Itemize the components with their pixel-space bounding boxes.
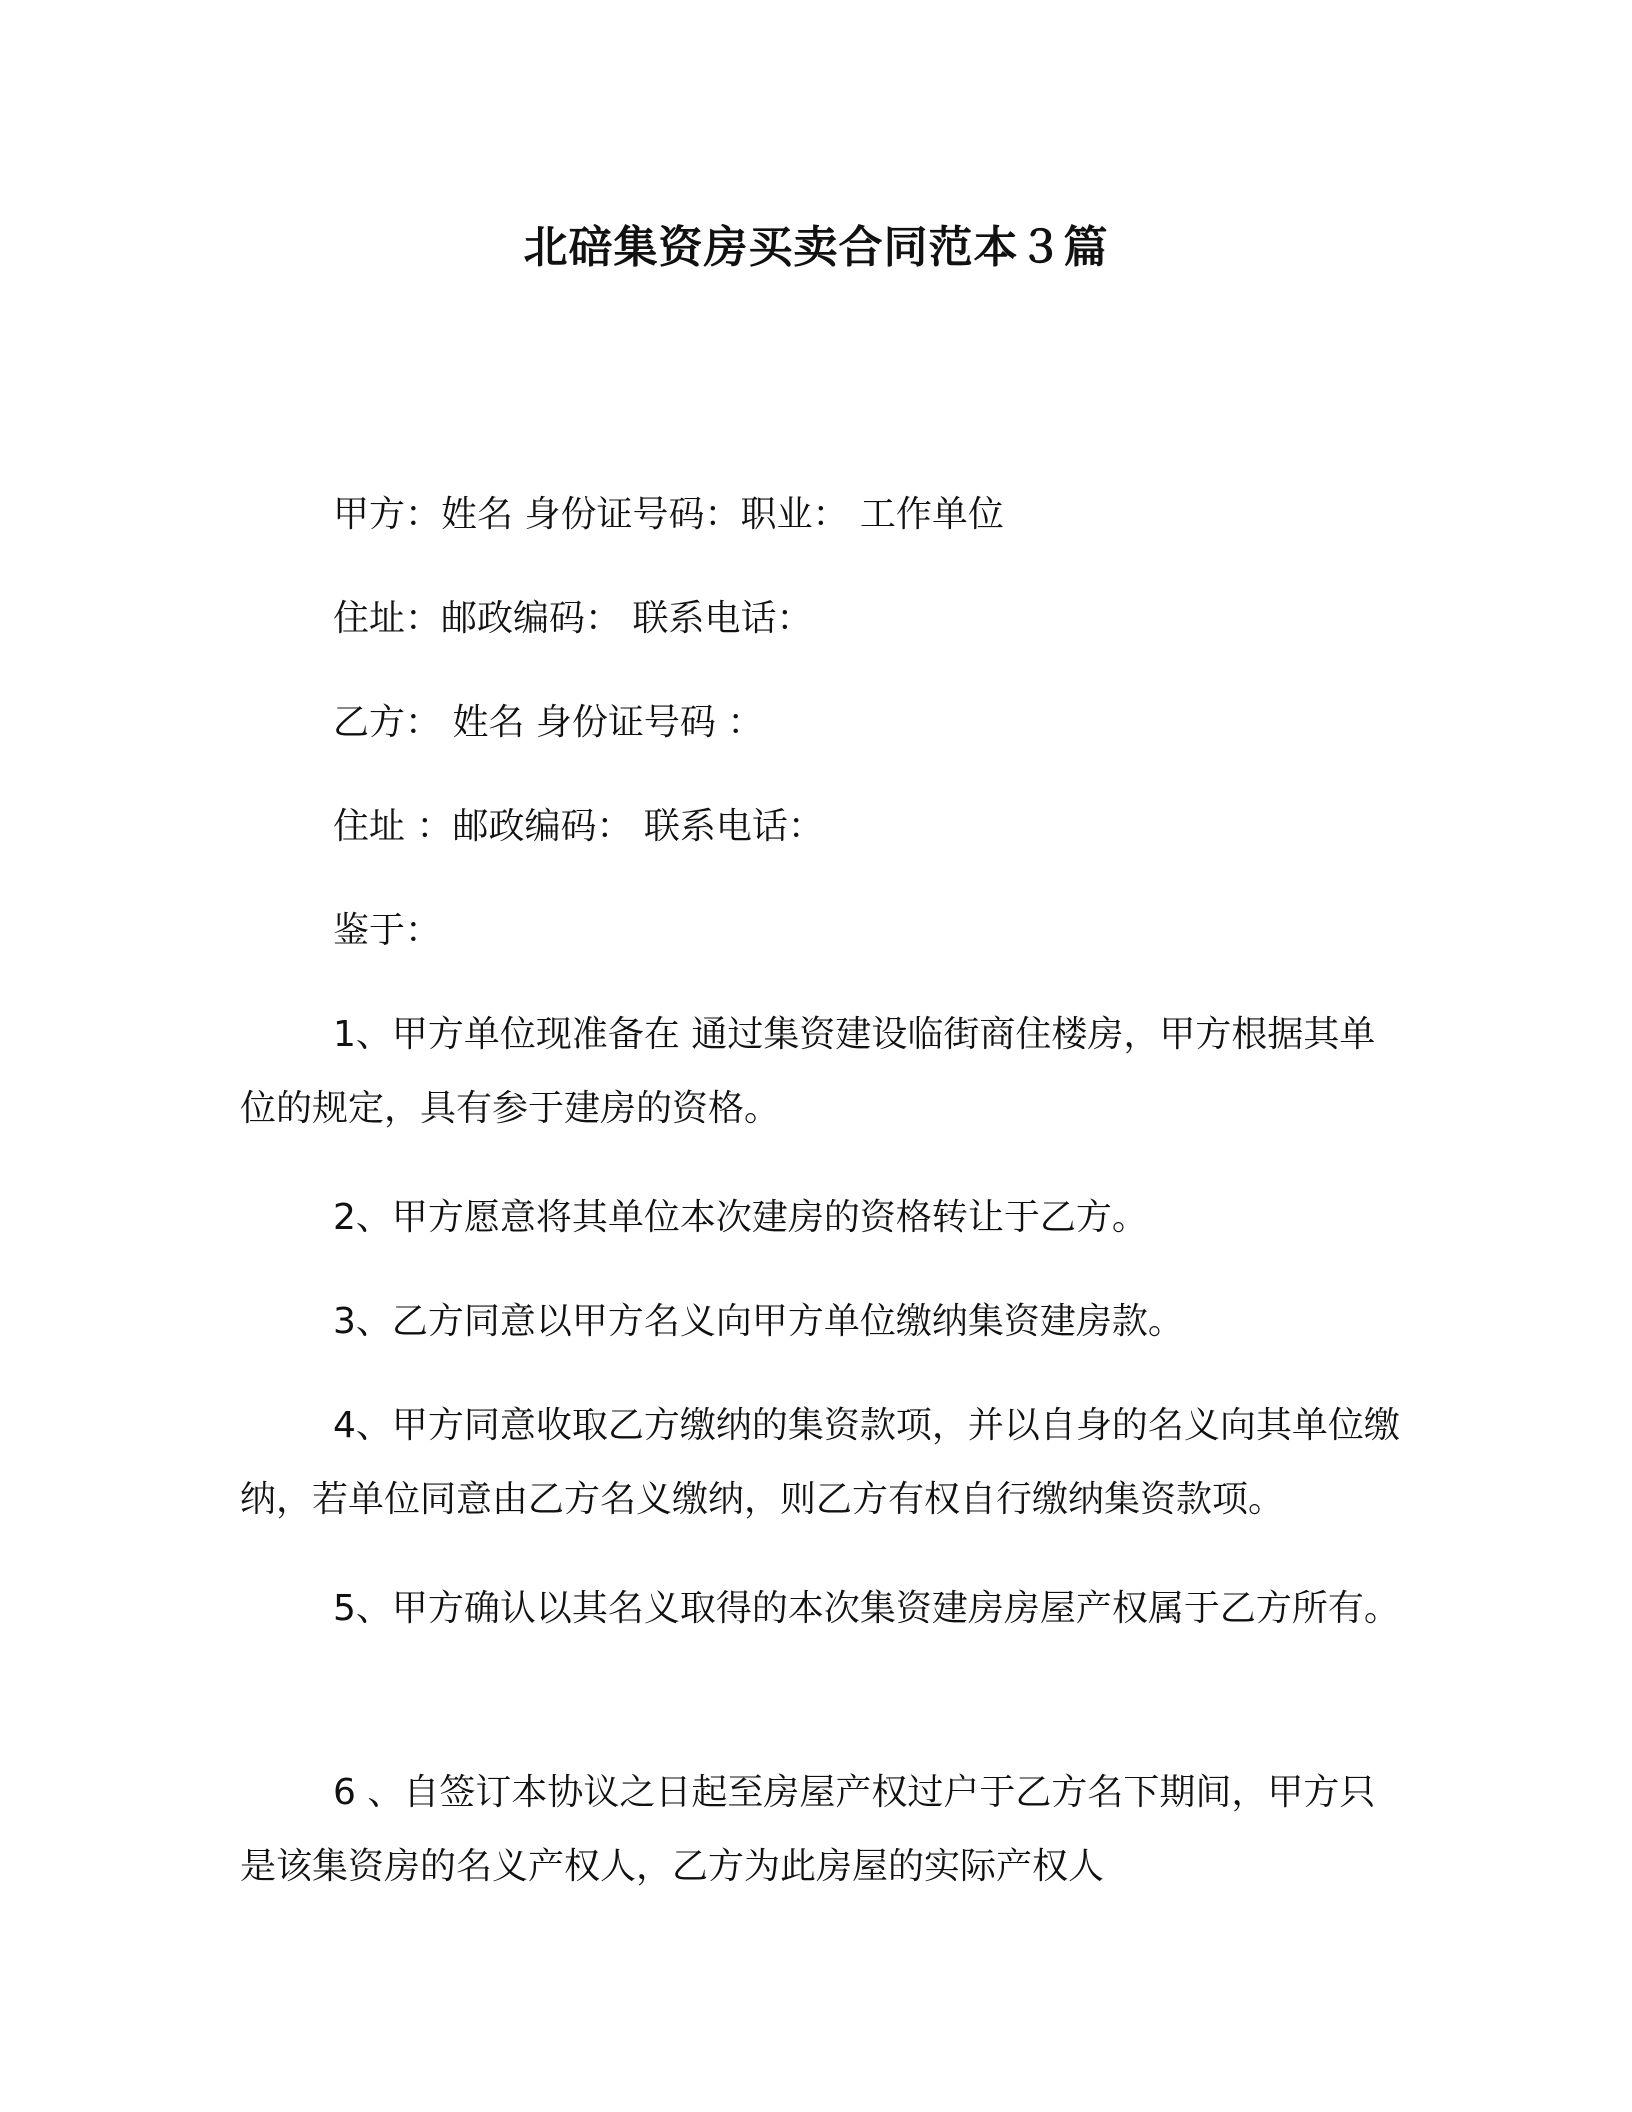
document-title: 北碚集资房买卖合同范本３篇 [523,222,1109,273]
party-a-address-line: 住址：邮政编码： 联系电话： [333,598,813,639]
party-b-address-line: 住址 ：邮政编码： 联系电话： [333,806,824,847]
clause-5: 5、甲方确认以其名义取得的本次集资建房房屋产权属于乙方所有。 [333,1588,1400,1629]
clause-6: 6 、自签订本协议之日起至房屋产权过户于乙方名下期间，甲方只是该集资房的名义产权人，乙方为此房屋的实际产权人 [240,1772,1376,1887]
party-b-info-line: 乙方： 姓名 身份证号码 ： [333,702,764,743]
clause-3: 3、乙方同意以甲方名义向甲方单位缴纳集资建房款。 [333,1301,1184,1342]
party-a-info-line: 甲方：姓名 身份证号码：职业： 工作单位 [333,494,1004,535]
clause-1: 1、甲方单位现准备在 通过集资建设临街商住楼房，甲方根据其单位的规定，具有参于建房的资格。 [240,1014,1376,1129]
clause-2: 2、甲方愿意将其单位本次建房的资格转让于乙方。 [333,1197,1148,1238]
whereas-heading: 鉴于： [333,910,442,951]
clause-4: 4、甲方同意收取乙方缴纳的集资款项，并以自身的名义向其单位缴纳，若单位同意由乙方名义缴纳，则乙方有权自行缴纳集资款项。 [240,1405,1400,1520]
